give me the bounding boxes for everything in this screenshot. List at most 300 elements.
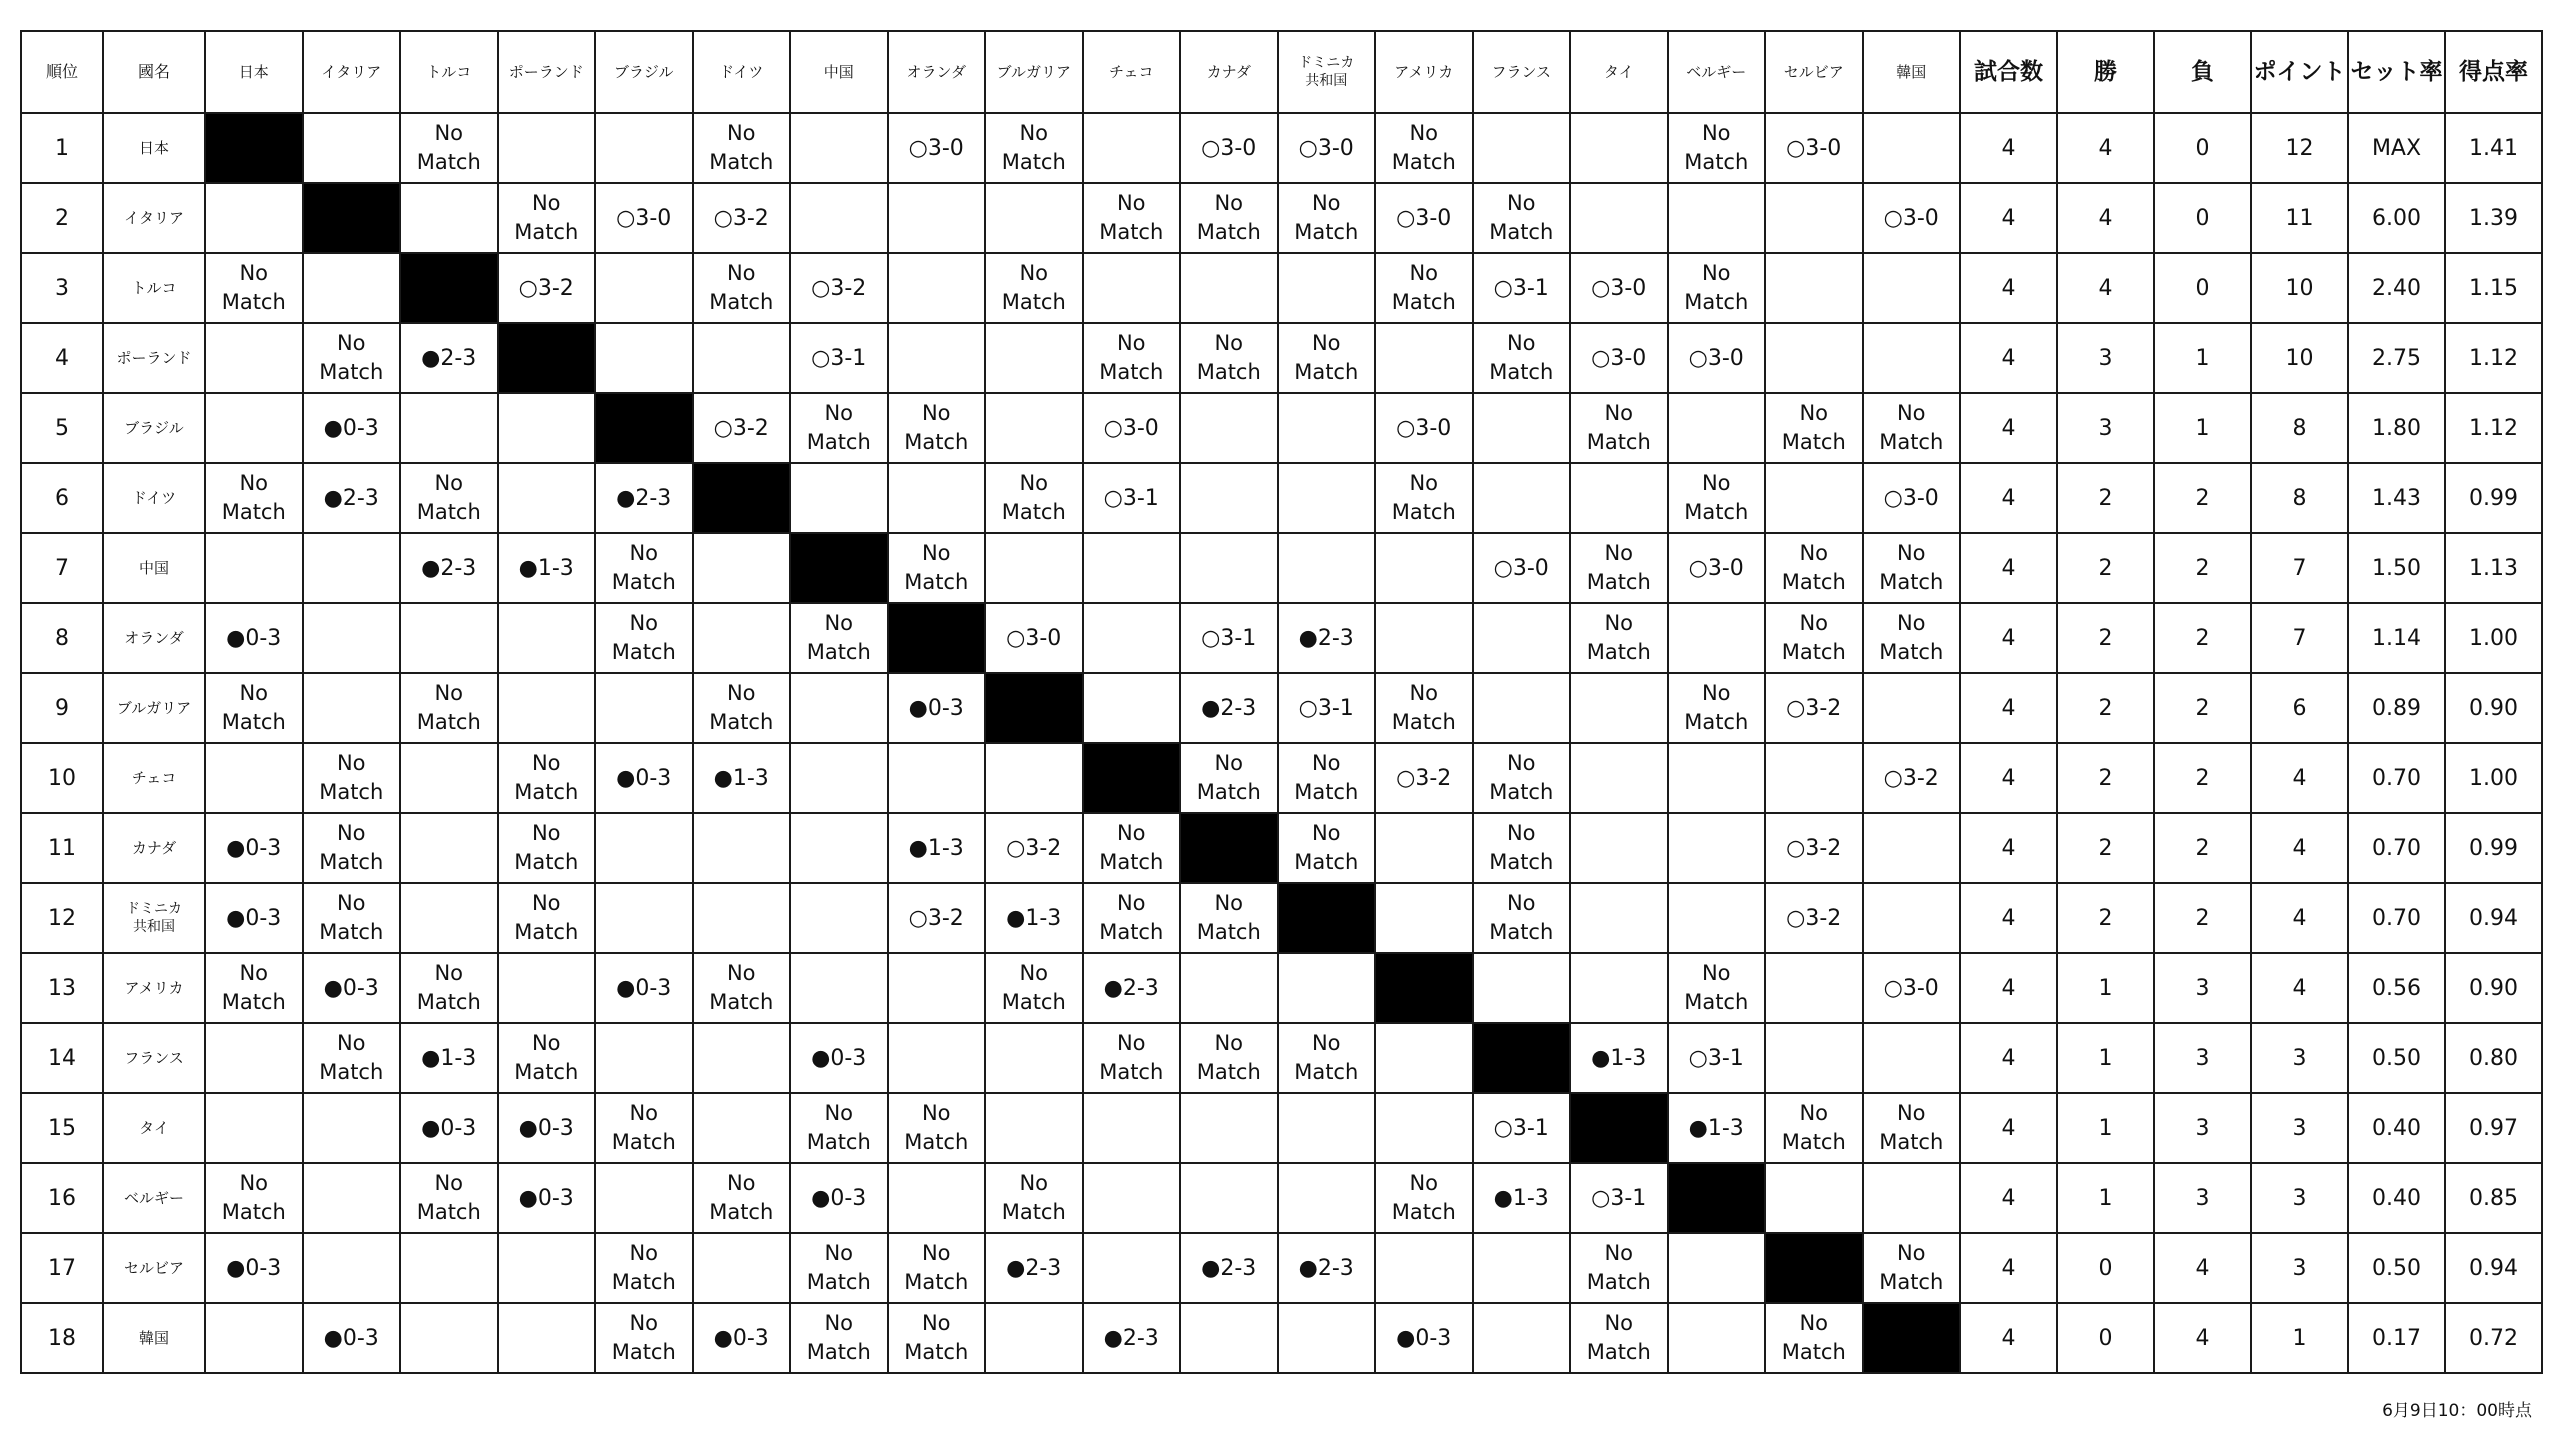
stat-header: セット率	[2348, 31, 2445, 113]
match-result-cell	[693, 1233, 791, 1303]
stat-cell: 2	[2154, 533, 2251, 603]
stat-cell: 0.70	[2348, 813, 2445, 883]
match-result-cell: ○3-2	[888, 883, 986, 953]
stat-cell: 3	[2154, 1023, 2251, 1093]
match-result-cell	[1473, 1303, 1571, 1373]
match-result-cell: No Match	[790, 603, 888, 673]
match-result-cell	[595, 1163, 693, 1233]
match-result-cell	[985, 393, 1083, 463]
match-result-cell	[693, 1093, 791, 1163]
stat-cell: 2	[2057, 603, 2154, 673]
match-result-cell: No Match	[1570, 393, 1668, 463]
stat-cell: 2	[2057, 533, 2154, 603]
match-result-cell	[790, 953, 888, 1023]
match-result-cell	[1473, 953, 1571, 1023]
stat-cell: 1.41	[2445, 113, 2542, 183]
match-result-cell: No Match	[1473, 813, 1571, 883]
match-result-cell: ○3-0	[1668, 533, 1766, 603]
match-result-cell: ○3-1	[1570, 1163, 1668, 1233]
header-row	[21, 31, 2542, 113]
match-result-cell: No Match	[498, 883, 596, 953]
match-result-cell: ○3-1	[1668, 1023, 1766, 1093]
stat-cell: 4	[1960, 603, 2057, 673]
table-row	[21, 1093, 2542, 1163]
self-match-cell	[790, 533, 888, 603]
match-result-cell: No Match	[888, 1233, 986, 1303]
match-result-cell: No Match	[985, 953, 1083, 1023]
match-result-cell	[205, 1093, 303, 1163]
stat-cell: 4	[1960, 953, 2057, 1023]
match-result-cell: ●0-3	[205, 603, 303, 673]
match-result-cell	[888, 323, 986, 393]
match-result-cell	[1278, 1303, 1376, 1373]
stat-cell: 4	[2251, 813, 2348, 883]
match-result-cell	[1375, 323, 1473, 393]
country-cell: イタリア	[103, 183, 205, 253]
rank-cell: 6	[21, 463, 103, 533]
match-result-cell: No Match	[400, 463, 498, 533]
match-result-cell: ●1-3	[498, 533, 596, 603]
match-result-cell	[1863, 883, 1961, 953]
match-result-cell: ●2-3	[303, 463, 401, 533]
stat-cell: 4	[1960, 393, 2057, 463]
stat-cell: 4	[2251, 743, 2348, 813]
team-header: チェコ	[1083, 31, 1181, 113]
stat-cell: 0.56	[2348, 953, 2445, 1023]
match-result-cell: No Match	[693, 113, 791, 183]
match-result-cell	[1180, 1303, 1278, 1373]
stat-cell: 6	[2251, 673, 2348, 743]
stat-cell: 1.14	[2348, 603, 2445, 673]
stat-cell: 0.99	[2445, 813, 2542, 883]
match-result-cell: No Match	[1083, 813, 1181, 883]
stat-cell: 0.94	[2445, 1233, 2542, 1303]
self-match-cell	[1473, 1023, 1571, 1093]
match-result-cell: ○3-0	[1863, 183, 1961, 253]
team-header: 日本	[205, 31, 303, 113]
stat-cell: 10	[2251, 253, 2348, 323]
match-result-cell: ○3-2	[693, 393, 791, 463]
match-result-cell: ○3-0	[888, 113, 986, 183]
match-result-cell: No Match	[1668, 673, 1766, 743]
stat-cell: 11	[2251, 183, 2348, 253]
country-cell: ポーランド	[103, 323, 205, 393]
match-result-cell	[790, 813, 888, 883]
stat-cell: 1	[2057, 1023, 2154, 1093]
match-result-cell: No Match	[498, 743, 596, 813]
stat-cell: 3	[2154, 1163, 2251, 1233]
team-header: オランダ	[888, 31, 986, 113]
match-result-cell: No Match	[595, 1303, 693, 1373]
match-result-cell: No Match	[303, 883, 401, 953]
team-header: カナダ	[1180, 31, 1278, 113]
match-result-cell: No Match	[1570, 1233, 1668, 1303]
stat-cell: 0.85	[2445, 1163, 2542, 1233]
stat-cell: 0.40	[2348, 1163, 2445, 1233]
stat-header: 得点率	[2445, 31, 2542, 113]
match-result-cell	[1473, 113, 1571, 183]
match-result-cell	[888, 1163, 986, 1233]
match-result-cell: ○3-0	[1375, 393, 1473, 463]
stat-cell: 2	[2057, 813, 2154, 883]
self-match-cell	[985, 673, 1083, 743]
match-result-cell	[400, 183, 498, 253]
match-result-cell	[693, 603, 791, 673]
match-result-cell	[888, 463, 986, 533]
match-result-cell: ●0-3	[498, 1163, 596, 1233]
stat-cell: 0.70	[2348, 883, 2445, 953]
stat-cell: 4	[1960, 533, 2057, 603]
match-result-cell: No Match	[1863, 603, 1961, 673]
match-result-cell: ○3-0	[1083, 393, 1181, 463]
match-result-cell	[1863, 813, 1961, 883]
team-header: ブルガリア	[985, 31, 1083, 113]
stat-cell: 3	[2251, 1233, 2348, 1303]
match-result-cell: ●1-3	[1668, 1093, 1766, 1163]
match-result-cell: ●0-3	[790, 1023, 888, 1093]
match-result-cell	[400, 393, 498, 463]
rank-cell: 1	[21, 113, 103, 183]
match-result-cell	[303, 673, 401, 743]
match-result-cell: No Match	[888, 393, 986, 463]
match-result-cell: No Match	[1765, 393, 1863, 463]
stat-cell: 1.43	[2348, 463, 2445, 533]
match-result-cell: ●0-3	[205, 813, 303, 883]
match-result-cell: ○3-0	[595, 183, 693, 253]
stat-cell: 2.75	[2348, 323, 2445, 393]
match-result-cell: No Match	[595, 1093, 693, 1163]
match-result-cell: No Match	[303, 323, 401, 393]
country-cell: チェコ	[103, 743, 205, 813]
match-result-cell	[985, 1093, 1083, 1163]
stat-cell: MAX	[2348, 113, 2445, 183]
rank-cell: 3	[21, 253, 103, 323]
stat-cell: 0.90	[2445, 673, 2542, 743]
match-result-cell: No Match	[1375, 113, 1473, 183]
stat-cell: 4	[1960, 883, 2057, 953]
table-row	[21, 533, 2542, 603]
match-result-cell: ●0-3	[303, 953, 401, 1023]
match-result-cell	[303, 603, 401, 673]
stat-cell: 1.80	[2348, 393, 2445, 463]
self-match-cell	[205, 113, 303, 183]
match-result-cell: No Match	[1570, 533, 1668, 603]
match-result-cell	[1570, 743, 1668, 813]
team-header: ベルギー	[1668, 31, 1766, 113]
match-result-cell: No Match	[1473, 183, 1571, 253]
match-result-cell	[1863, 1163, 1961, 1233]
table-row	[21, 1233, 2542, 1303]
match-result-cell: No Match	[595, 1233, 693, 1303]
match-result-cell: No Match	[790, 1303, 888, 1373]
match-result-cell	[1570, 113, 1668, 183]
match-result-cell	[1765, 253, 1863, 323]
match-result-cell	[1278, 253, 1376, 323]
self-match-cell	[1668, 1163, 1766, 1233]
self-match-cell	[888, 603, 986, 673]
match-result-cell: ●1-3	[985, 883, 1083, 953]
stat-cell: 2	[2154, 813, 2251, 883]
stat-cell: 0	[2154, 183, 2251, 253]
match-result-cell	[1765, 183, 1863, 253]
match-result-cell	[1375, 813, 1473, 883]
stat-cell: 4	[1960, 323, 2057, 393]
match-result-cell: No Match	[888, 1093, 986, 1163]
rank-cell: 14	[21, 1023, 103, 1093]
match-result-cell	[1083, 113, 1181, 183]
match-result-cell	[1180, 253, 1278, 323]
stat-cell: 4	[2154, 1233, 2251, 1303]
stat-cell: 4	[2057, 183, 2154, 253]
match-result-cell	[1375, 883, 1473, 953]
stat-cell: 3	[2057, 393, 2154, 463]
table-row	[21, 883, 2542, 953]
team-header: アメリカ	[1375, 31, 1473, 113]
match-result-cell: No Match	[790, 1093, 888, 1163]
match-result-cell: ●2-3	[1278, 603, 1376, 673]
match-result-cell: ○3-2	[693, 183, 791, 253]
self-match-cell	[1278, 883, 1376, 953]
country-cell: ブラジル	[103, 393, 205, 463]
match-result-cell	[1278, 463, 1376, 533]
match-result-cell: No Match	[1180, 1023, 1278, 1093]
match-result-cell: ○3-2	[1765, 673, 1863, 743]
stat-header: 試合数	[1960, 31, 2057, 113]
match-result-cell: No Match	[1180, 743, 1278, 813]
match-result-cell: No Match	[1083, 323, 1181, 393]
match-result-cell	[400, 813, 498, 883]
match-result-cell	[498, 1233, 596, 1303]
rank-cell: 2	[21, 183, 103, 253]
stat-cell: 0.70	[2348, 743, 2445, 813]
match-result-cell: No Match	[790, 1233, 888, 1303]
match-result-cell: ○3-1	[1473, 1093, 1571, 1163]
self-match-cell	[498, 323, 596, 393]
match-result-cell: ○3-2	[1863, 743, 1961, 813]
team-header: ポーランド	[498, 31, 596, 113]
stat-cell: 3	[2154, 953, 2251, 1023]
table-row	[21, 323, 2542, 393]
match-result-cell: No Match	[1083, 183, 1181, 253]
stat-cell: 1.12	[2445, 323, 2542, 393]
standings-table	[20, 30, 2543, 1374]
match-result-cell	[205, 323, 303, 393]
table-row	[21, 253, 2542, 323]
match-result-cell: No Match	[205, 463, 303, 533]
table-row	[21, 673, 2542, 743]
match-result-cell	[1668, 393, 1766, 463]
team-header: イタリア	[303, 31, 401, 113]
stat-cell: 3	[2251, 1093, 2348, 1163]
match-result-cell	[888, 953, 986, 1023]
stat-cell: 0	[2057, 1233, 2154, 1303]
stat-header: ポイント	[2251, 31, 2348, 113]
match-result-cell	[985, 323, 1083, 393]
match-result-cell: No Match	[693, 1163, 791, 1233]
match-result-cell: ●0-3	[498, 1093, 596, 1163]
match-result-cell	[1083, 533, 1181, 603]
match-result-cell: ●0-3	[205, 883, 303, 953]
match-result-cell	[303, 1163, 401, 1233]
table-row	[21, 1163, 2542, 1233]
match-result-cell: No Match	[498, 183, 596, 253]
rank-cell: 12	[21, 883, 103, 953]
match-result-cell	[1765, 323, 1863, 393]
match-result-cell: ○3-0	[1180, 113, 1278, 183]
match-result-cell	[400, 1233, 498, 1303]
match-result-cell	[1765, 953, 1863, 1023]
match-result-cell: ○3-1	[1180, 603, 1278, 673]
match-result-cell: No Match	[303, 813, 401, 883]
stat-cell: 3	[2154, 1093, 2251, 1163]
country-cell: 日本	[103, 113, 205, 183]
match-result-cell	[693, 813, 791, 883]
table-row	[21, 743, 2542, 813]
match-result-cell: No Match	[1473, 883, 1571, 953]
match-result-cell: No Match	[985, 253, 1083, 323]
match-result-cell	[1083, 603, 1181, 673]
match-result-cell	[1473, 463, 1571, 533]
match-result-cell	[1278, 1093, 1376, 1163]
table-row	[21, 813, 2542, 883]
match-result-cell	[1473, 673, 1571, 743]
match-result-cell: ●1-3	[1473, 1163, 1571, 1233]
match-result-cell: No Match	[1668, 953, 1766, 1023]
match-result-cell	[1863, 1023, 1961, 1093]
stat-cell: 4	[1960, 813, 2057, 883]
match-result-cell	[1180, 1093, 1278, 1163]
match-result-cell	[1375, 533, 1473, 603]
match-result-cell: No Match	[1863, 1093, 1961, 1163]
self-match-cell	[693, 463, 791, 533]
self-match-cell	[595, 393, 693, 463]
country-header: 國名	[103, 31, 205, 113]
stat-cell: 1.12	[2445, 393, 2542, 463]
match-result-cell	[1180, 533, 1278, 603]
match-result-cell	[1668, 813, 1766, 883]
country-cell: カナダ	[103, 813, 205, 883]
table-row	[21, 1023, 2542, 1093]
match-result-cell: ●0-3	[693, 1303, 791, 1373]
match-result-cell: No Match	[1473, 743, 1571, 813]
self-match-cell	[1083, 743, 1181, 813]
stat-cell: 0.80	[2445, 1023, 2542, 1093]
match-result-cell: No Match	[498, 813, 596, 883]
match-result-cell: No Match	[1278, 183, 1376, 253]
stat-cell: 1	[2251, 1303, 2348, 1373]
country-cell: ドミニカ 共和国	[103, 883, 205, 953]
self-match-cell	[1570, 1093, 1668, 1163]
stat-cell: 0.99	[2445, 463, 2542, 533]
match-result-cell: No Match	[1375, 673, 1473, 743]
match-result-cell	[498, 603, 596, 673]
stat-cell: 4	[1960, 1233, 2057, 1303]
match-result-cell: ○3-2	[1765, 883, 1863, 953]
match-result-cell	[303, 1093, 401, 1163]
stat-cell: 4	[2154, 1303, 2251, 1373]
stat-cell: 7	[2251, 533, 2348, 603]
match-result-cell	[303, 1233, 401, 1303]
match-result-cell: ○3-0	[1473, 533, 1571, 603]
rank-cell: 16	[21, 1163, 103, 1233]
match-result-cell	[1863, 673, 1961, 743]
match-result-cell	[985, 743, 1083, 813]
match-result-cell: ●1-3	[1570, 1023, 1668, 1093]
match-result-cell: No Match	[498, 1023, 596, 1093]
team-header: ドイツ	[693, 31, 791, 113]
self-match-cell	[303, 183, 401, 253]
rank-cell: 18	[21, 1303, 103, 1373]
rank-cell: 17	[21, 1233, 103, 1303]
match-result-cell	[985, 183, 1083, 253]
match-result-cell	[790, 673, 888, 743]
match-result-cell: No Match	[1180, 183, 1278, 253]
match-result-cell: No Match	[205, 673, 303, 743]
match-result-cell: ●0-3	[595, 953, 693, 1023]
rank-cell: 8	[21, 603, 103, 673]
match-result-cell	[790, 883, 888, 953]
stat-cell: 12	[2251, 113, 2348, 183]
match-result-cell	[985, 1303, 1083, 1373]
table-row	[21, 603, 2542, 673]
stat-cell: 0.94	[2445, 883, 2542, 953]
match-result-cell: No Match	[985, 1163, 1083, 1233]
match-result-cell: No Match	[1765, 603, 1863, 673]
rank-header: 順位	[21, 31, 103, 113]
match-result-cell: No Match	[693, 673, 791, 743]
table-row	[21, 113, 2542, 183]
team-header: トルコ	[400, 31, 498, 113]
stat-cell: 4	[1960, 743, 2057, 813]
match-result-cell: No Match	[1668, 113, 1766, 183]
stat-cell: 1.50	[2348, 533, 2445, 603]
match-result-cell	[498, 463, 596, 533]
stat-cell: 4	[1960, 1093, 2057, 1163]
match-result-cell: No Match	[1278, 743, 1376, 813]
match-result-cell: ○3-2	[498, 253, 596, 323]
match-result-cell: No Match	[1765, 1093, 1863, 1163]
match-result-cell	[1375, 603, 1473, 673]
match-result-cell	[303, 113, 401, 183]
stat-cell: 6.00	[2348, 183, 2445, 253]
match-result-cell	[498, 953, 596, 1023]
match-result-cell	[1278, 393, 1376, 463]
match-result-cell: ○3-1	[1473, 253, 1571, 323]
self-match-cell	[400, 253, 498, 323]
match-result-cell	[1375, 1093, 1473, 1163]
match-result-cell	[1570, 813, 1668, 883]
stat-cell: 2	[2154, 883, 2251, 953]
match-result-cell: ●2-3	[595, 463, 693, 533]
rank-cell: 9	[21, 673, 103, 743]
stat-header: 勝	[2057, 31, 2154, 113]
stat-cell: 4	[1960, 1303, 2057, 1373]
rank-cell: 15	[21, 1093, 103, 1163]
match-result-cell: No Match	[205, 953, 303, 1023]
match-result-cell	[1083, 1163, 1181, 1233]
table-body	[21, 113, 2542, 1373]
match-result-cell	[1863, 323, 1961, 393]
match-result-cell	[400, 1303, 498, 1373]
self-match-cell	[1765, 1233, 1863, 1303]
match-result-cell	[400, 743, 498, 813]
stat-cell: 2	[2154, 673, 2251, 743]
match-result-cell	[205, 183, 303, 253]
match-result-cell	[1863, 113, 1961, 183]
country-cell: 中国	[103, 533, 205, 603]
match-result-cell	[1180, 1163, 1278, 1233]
team-header: 韓国	[1863, 31, 1961, 113]
